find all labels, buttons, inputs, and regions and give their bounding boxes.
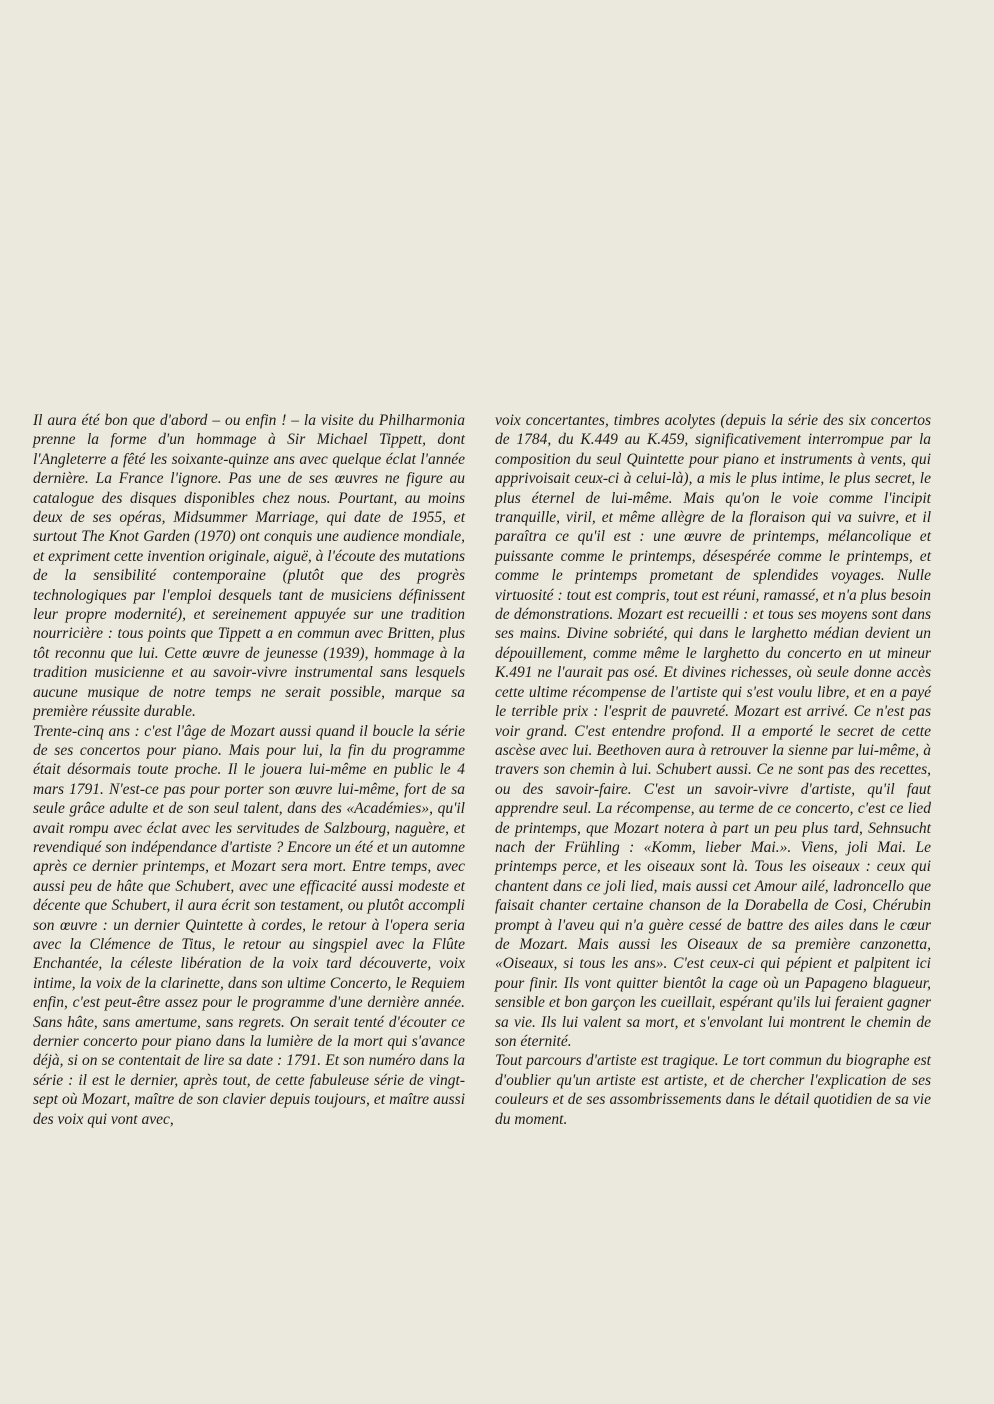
text-column-left bbox=[33, 411, 465, 1129]
text-column-right bbox=[495, 411, 931, 1129]
paragraph: voix concertantes, timbres acolytes (depuis la série des six concertos de 1784, du K.449 au K.459, significativement interrompue par la composition du seul Quintette pour piano et instruments à vents, qui apprivoisait ceux-ci à celui-là), a mis le plus intime, le plus secret, le plus éternel de lui-même. Mais qu'on le voie comme l'incipit tranquille, viril, et même allègre de la floraison qui va suivre, et il paraîtra ce qu'il est : une œuvre de printemps, mélancolique et puissante comme le printemps, désespérée comme le printemps, et comme le printemps prometant de splendides voyages. Nulle virtuosité : tout est compris, tout est réuni, ramassé, et n'a plus besoin de démonstrations. Mozart est recueilli : et tous ses moyens sont dans ses mains. Divine sobriété, qui dans le larghetto médian devient un dépouillement, comme même le larghetto du concerto en ut mineur K.491 ne l'aurait pas osé. Et divines richesses, où seule donne accès cette ultime récompense de l'artiste qui s'est voulu libre, et en a payé le terrible prix : l'esprit de pauvreté. Mozart est arrivé. Ce n'est pas voir grand. C'est entendre profond. Il a emporté le secret de cette ascèse avec lui. Beethoven aura à retrouver la sienne par lui-même, à travers son chemin à lui. Schubert aussi. Ce ne sont pas des recettes, ou des savoir-faire. C'est un savoir-vivre d'artiste, qu'il faut apprendre seul. La récompense, au terme de ce concerto, c'est ce lied de printemps, que Mozart notera à part un peu plus tard, Sehnsucht nach der Frühling : «Komm, lieber Mai.». Viens, joli Mai. Le printemps perce, et les oiseaux sont là. Tous les oiseaux : ceux qui chantent dans ce joli lied, mais aussi cet Amour ailé, ladroncello que faisait chanter certaine chanson de la Dorabella de Cosi, Chérubin prompt à l'aveu qui n'a guère cessé de battre des ailes dans le cœur de Mozart. Mais aussi les Oiseaux de sa première canzonetta, «Oiseaux, si tous les ans». C'est ceux-ci qui pépient et palpitent ici pour finir. Ils vont quitter bientôt la cage où un Papageno blagueur, sensible et bon garçon les cueillait, espérant qu'ils lui feraient gagner sa vie. Ils lui valent sa mort, et s'envolant lui montrent le chemin de son éternité. bbox=[495, 412, 931, 1050]
paragraph: Tout parcours d'artiste est tragique. Le tort commun du biographe est d'oublier qu'un artiste est artiste, et de chercher l'explication de ses couleurs et de ses assombrissements dans le détail quotidien de sa vie du moment. bbox=[495, 1052, 931, 1128]
paragraph: Trente-cinq ans : c'est l'âge de Mozart aussi quand il boucle la série de ses concertos pour piano. Mais pour lui, la fin du programme était désormais toute proche. Il le jouera lui-même en public le 4 mars 1791. N'est-ce pas pour porter son œuvre lui-même, fort de sa seule grâce adulte et de son seul talent, dans des «Académies», qu'il avait rompu avec éclat avec les servitudes de Salzbourg, naguère, et revendiqué son indépendance d'artiste ? Encore un été et un automne après ce dernier printemps, et Mozart sera mort. Entre temps, avec aussi peu de hâte que Schubert, avec une efficacité aussi modeste et décente que Schubert, il aura écrit son testament, ou plutôt accompli son œuvre : un dernier Quintette à cordes, le retour à l'opera seria avec la Clémence de Titus, le retour au singspiel avec la Flûte Enchantée, la céleste libération de la voix tard découverte, voix intime, la voix de la clarinette, dans son ultime Concerto, le Requiem enfin, c'est peut-être assez pour le programme d'une dernière année. Sans hâte, sans amertume, sans regrets. On serait tenté d'écouter ce dernier concerto pour piano dans la lumière de la mort qui s'avance déjà, si on se contentait de lire sa date : 1791. Et son numéro dans la série : il est le dernier, après tout, de cette fabuleuse série de vingt-sept où Mozart, maître de son clavier depuis toujours, et maître aussi des voix qui vont avec, bbox=[33, 722, 465, 1128]
paragraph: Il aura été bon que d'abord – ou enfin ! – la visite du Philharmonia prenne la forme d'un hommage à Sir Michael Tippett, dont l'Angleterre a fêté les soixante-quinze ans avec quelque éclat l'année dernière. La France l'ignore. Pas une de ses œuvres ne figure au catalogue des disques disponibles chez nous. Pourtant, au moins deux de ses opéras, Midsummer Marriage, qui date de 1955, et surtout The Knot Garden (1970) ont conquis une audience mondiale, et expriment cette invention originale, aiguë, à l'écoute des mutations de la sensibilité contemporaine (plutôt que des progrès technologiques par l'emploi desquels tant de musiciens définissent leur propre modernité), et sereinement appuyée sur une tradition nourricière : tous points que Tippett a en commun avec Britten, plus tôt reconnu que lui. Cette œuvre de jeunesse (1939), hommage à la tradition musicienne et au savoir-vivre instrumental sans lesquels aucune musique de notre temps ne serait possible, marque sa première réussite durable. bbox=[33, 412, 465, 721]
